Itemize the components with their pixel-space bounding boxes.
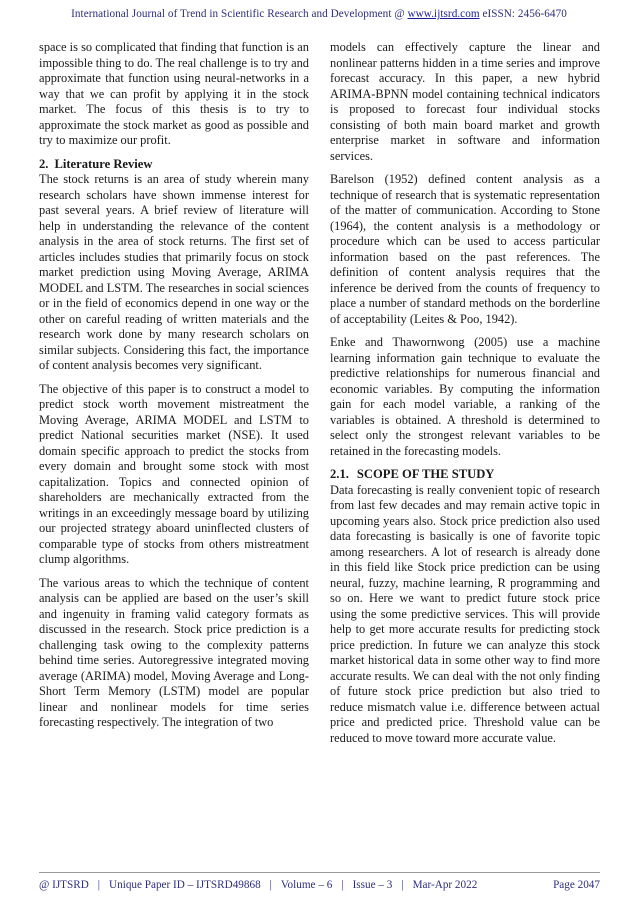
header-journal-name: International Journal of Trend in Scientific Research and Development @ <box>71 8 408 20</box>
footer-divider <box>39 872 600 873</box>
section-title: SCOPE OF THE STUDY <box>356 467 495 481</box>
footer-journal: @ IJTSRD <box>39 879 89 891</box>
footer-volume: Volume – 6 <box>280 879 333 891</box>
footer-issue: Issue – 3 <box>352 879 393 891</box>
paragraph: The objective of this paper is to construct a model to predict stock worth movement mistreatment the Moving Average, ARIMA MODEL and LSTM to predict National securities market (NSE). It used domain specific approach to predict the stocks from every domain and brought some stock with most capitalization. Topics and connected opinion of shareholders are mechanically extracted from the writings in an exceedingly message board by utilizing our projected strategy aboard uninflected clusters of comparable type of stocks from others mistreatment clump algorithms. <box>39 381 309 566</box>
footer-meta <box>39 879 477 891</box>
section-number: 2. <box>39 156 49 171</box>
section-heading-literature-review <box>39 157 309 173</box>
footer-paper-id: Unique Paper ID – IJTSRD49868 <box>109 879 261 891</box>
header-journal-link[interactable]: www.ijtsrd.com <box>407 8 480 20</box>
footer-separator: | <box>401 879 404 891</box>
paragraph: The various areas to which the technique of content analysis can be applied are based on the user’s skill and ingenuity in framing valid category formats as discussed in the research. Stock price prediction is a challenging task owing to the complexity patterns behind time series. Autoregressive integrated moving average (ARIMA) model, Moving Average and Long-Short Term Memory (LSTM) model are popular linear and nonlinear models for time series forecasting respectively. The integration of two <box>39 575 309 729</box>
header-issn: eISSN: 2456-6470 <box>479 8 567 20</box>
running-header <box>0 8 638 20</box>
paragraph: space is so complicated that finding that function is an impossible thing to do. The real challenge is to try and approximate that function using neural-networks in a way that we can profit by applying it in the stock market. The focus of this thesis is to try to approximate the stock market as good as possible and try to maximize our profit. <box>39 40 309 147</box>
footer-separator: | <box>97 879 101 891</box>
paragraph: Enke and Thawornwong (2005) use a machine learning information gain technique to evaluate the predictive relationships for numerous financial and economic variables. By computing the information gain for each model variable, a ranking of the variables is obtained. A threshold is determined to select only the strongest relevant variables to be retained in the forecasting models. <box>330 335 600 458</box>
footer-page-number: Page 2047 <box>553 879 600 891</box>
paragraph: models can effectively capture the linear and nonlinear patterns hidden in a time series and improve forecast accuracy. In this paper, a new hybrid ARIMA-BPNN model containing technical indicators is proposed to forecast four individual stocks consisting of both main board market and growth enterprise market in software and information services. <box>330 40 600 163</box>
footer-date: Mar-Apr 2022 <box>412 879 478 891</box>
section-title: Literature Review <box>54 156 153 171</box>
section-number: 2.1. <box>330 467 349 481</box>
footer-separator: | <box>269 879 272 891</box>
right-column <box>330 40 600 754</box>
footer-separator: | <box>341 879 344 891</box>
left-column <box>39 40 309 739</box>
running-footer <box>39 879 600 891</box>
paragraph: Barelson (1952) defined content analysis as a technique of research that is systematic representation of the matter of communication. According to Stone (1964), the content analysis is a methodology or procedure which can be used to access particular information based on the past references. The definition of content analysis requires that the inference be derived from the counts of frequency to place a number of standard methods on the borderline of acceptability (Leites & Poo, 1942). <box>330 172 600 326</box>
paragraph: The stock returns is an area of study wherein many research scholars have shown immense interest for past several years. A brief review of literature will help in understanding the relevance of the content analysis in the area of stock returns. The first set of articles includes studies that primarily focus on stock market prediction using Moving Average, ARIMA MODEL and LSTM. The researches in social sciences or in the field of economics depend in one way or the other on careful reading of written materials and the research work done by many research scholars on similar subjects. Considering this fact, the importance of content analysis becomes very significant. <box>39 172 309 372</box>
section-heading-scope-of-study <box>330 467 600 483</box>
paragraph: Data forecasting is really convenient topic of research from last few decades and may remain active topic in upcoming years also. Stock price prediction also used data forecasting is basically is one of favorite topic among researchers. A lot of research is already done in this field like Stock price prediction can be using neural, fuzzy, machine learning, R programming and so on. Here we want to predict future stock price using the some predictive services. This will provide help to get more accurate results for predicting stock price prediction. In future we can analyze this stock market historical data in some other way to find more accurate results. We can deal with the not only finding of future stock price prediction but also tried to reduce mismatch value i.e. difference between actual price and predicted price. Threshold value can be reduced to move toward more accurate value. <box>330 482 600 745</box>
